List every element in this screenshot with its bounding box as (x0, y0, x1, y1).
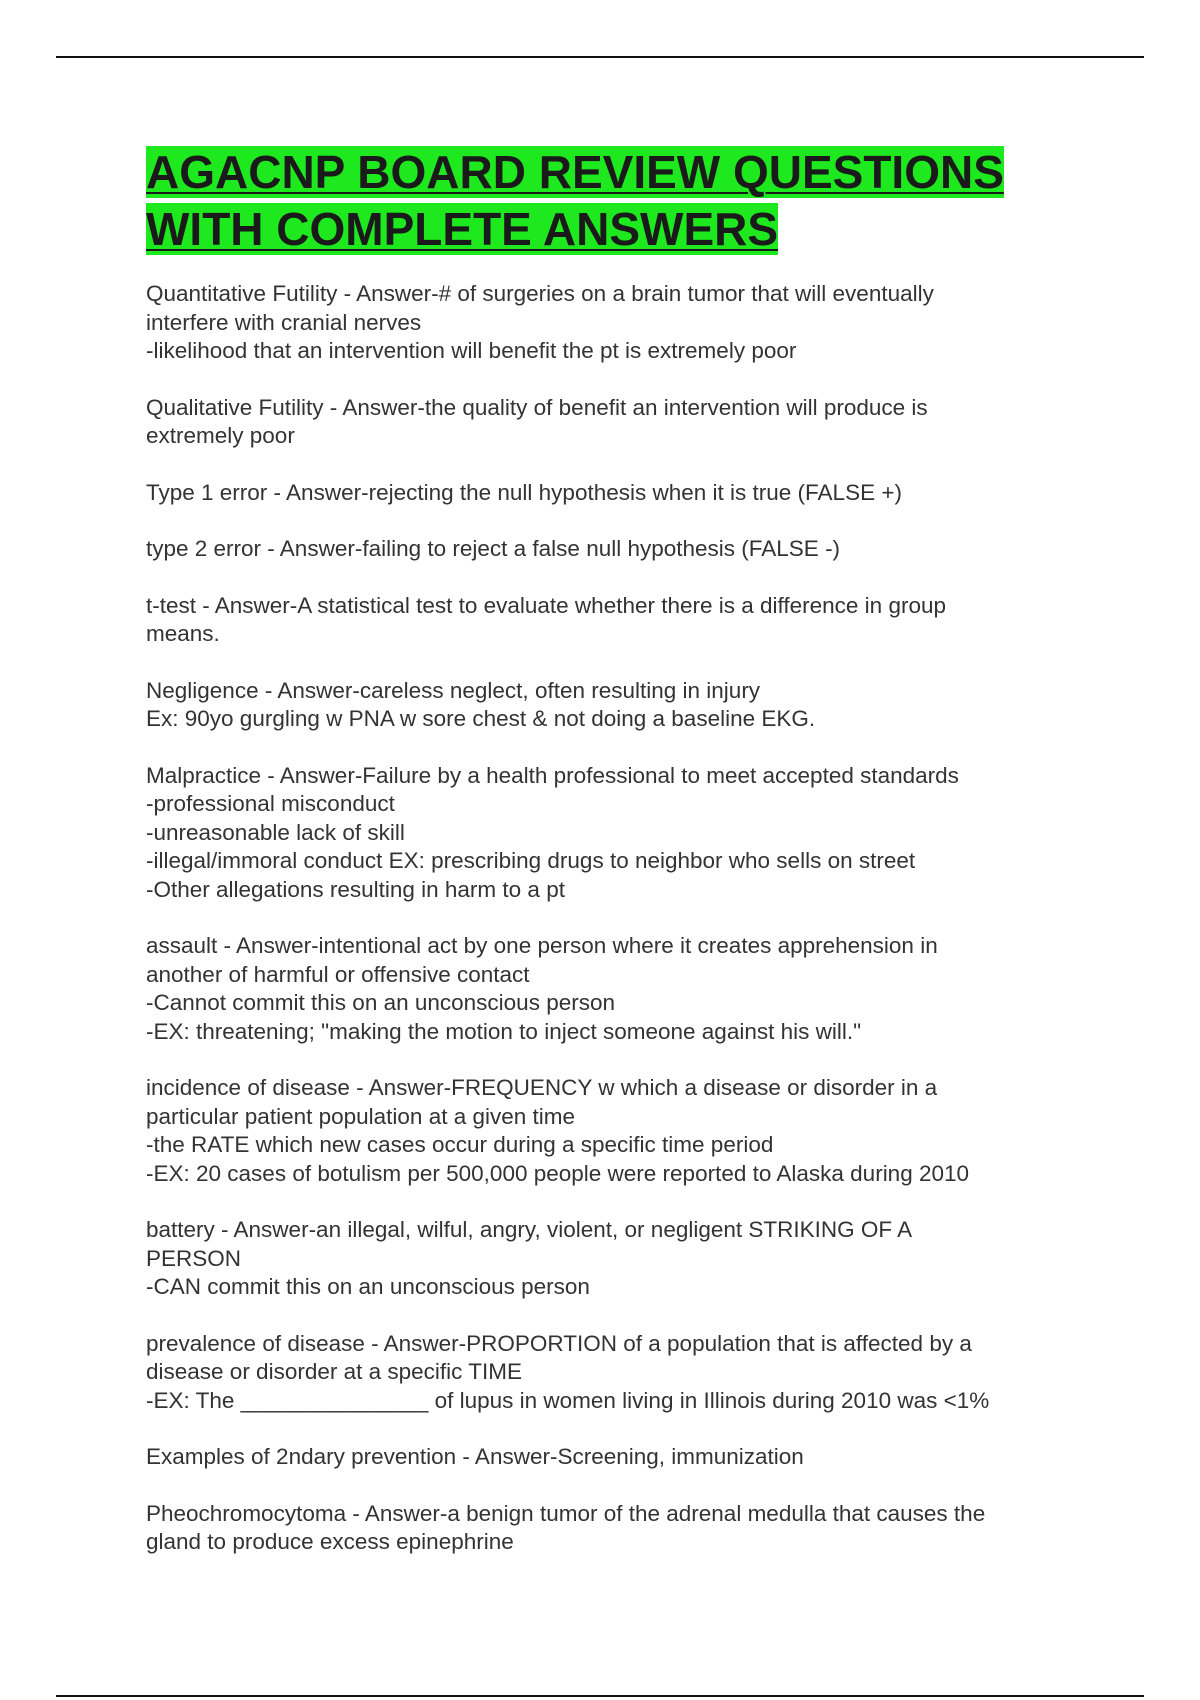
qa-entry-line: Examples of 2ndary prevention - Answer-Screening, immunization (146, 1444, 804, 1469)
qa-entry-line: Type 1 error - Answer-rejecting the null hypothesis when it is true (FALSE +) (146, 479, 902, 505)
qa-entry (146, 394, 1066, 451)
qa-entry-line: extremely poor (146, 423, 295, 448)
qa-entry-line: Quantitative Futility - Answer-# of surgeries on a brain tumor that will eventually (146, 281, 934, 306)
qa-entry-line: disease or disorder at a specific TIME (146, 1359, 522, 1384)
qa-entry-line: interfere with cranial nerves (146, 309, 422, 335)
qa-entry (146, 1074, 1066, 1188)
qa-entry-line: -EX: threatening; "making the motion to inject someone against his will." (146, 1018, 862, 1044)
document-body (146, 144, 1066, 1585)
qa-entry-line: particular patient population at a given time (146, 1103, 576, 1129)
qa-entry-line: Negligence - Answer-careless neglect, often resulting in injury (146, 677, 761, 703)
qa-entry (146, 592, 1066, 649)
qa-entry-line: -Other allegations resulting in harm to a pt (146, 876, 565, 902)
qa-entry-line: another of harmful or offensive contact (146, 961, 530, 987)
bottom-rule (56, 1695, 1144, 1697)
qa-entry-line: -CAN commit this on an unconscious person (146, 1274, 590, 1299)
qa-entry (146, 535, 1066, 564)
qa-entry-line: prevalence of disease - Answer-PROPORTION of a population that is affected by a (146, 1330, 972, 1356)
qa-entry-line: -unreasonable lack of skill (146, 819, 405, 845)
qa-entry-line: t-test - Answer-A statistical test to evaluate whether there is a difference in group (146, 592, 946, 618)
qa-entry-line: Pheochromocytoma - Answer-a benign tumor of the adrenal medulla that causes the (146, 1500, 986, 1526)
qa-entry (146, 1216, 1066, 1302)
qa-entry-line: Malpractice - Answer-Failure by a health professional to meet accepted standards (146, 762, 959, 788)
qa-entry-line: -EX: The _______________ of lupus in women living in Illinois during 2010 was <1% (146, 1387, 990, 1413)
qa-entry-line: type 2 error - Answer-failing to reject a false null hypothesis (FALSE -) (146, 536, 841, 561)
qa-entry (146, 479, 1066, 508)
qa-entry-line: -Cannot commit this on an unconscious person (146, 990, 615, 1015)
top-rule (56, 56, 1144, 58)
qa-entry-line: -professional misconduct (146, 791, 395, 816)
qa-entry-line: PERSON (146, 1245, 242, 1271)
qa-entry-line: Ex: 90yo gurgling w PNA w sore chest & not doing a baseline EKG. (146, 706, 816, 731)
qa-entry-line: -EX: 20 cases of botulism per 500,000 people were reported to Alaska during 2010 (146, 1160, 970, 1186)
qa-entry (146, 677, 1066, 734)
qa-entry (146, 1443, 1066, 1472)
qa-entry-line: assault - Answer-intentional act by one person where it creates apprehension in (146, 933, 938, 958)
qa-entry-line: gland to produce excess epinephrine (146, 1529, 514, 1554)
qa-entry-line: -likelihood that an intervention will benefit the pt is extremely poor (146, 338, 797, 363)
document-title (146, 144, 1066, 258)
title-line-1: AGACNP BOARD REVIEW QUESTIONS (146, 146, 1004, 198)
qa-entry (146, 280, 1066, 366)
qa-entry-line: Qualitative Futility - Answer-the quality of benefit an intervention will produce is (146, 394, 928, 420)
qa-entry-line: battery - Answer-an illegal, wilful, angry, violent, or negligent STRIKING OF A (146, 1217, 913, 1242)
qa-entry (146, 762, 1066, 905)
qa-entry (146, 932, 1066, 1046)
qa-entry-line: incidence of disease - Answer-FREQUENCY w which a disease or disorder in a (146, 1075, 938, 1100)
qa-entry (146, 1500, 1066, 1557)
qa-entry-line: -illegal/immoral conduct EX: prescribing drugs to neighbor who sells on street (146, 848, 916, 873)
qa-entry-line: -the RATE which new cases occur during a specific time period (146, 1132, 774, 1157)
qa-entry-line: means. (146, 621, 220, 646)
qa-entry-list (146, 280, 1066, 1557)
title-line-2: WITH COMPLETE ANSWERS (146, 203, 779, 255)
qa-entry (146, 1330, 1066, 1416)
